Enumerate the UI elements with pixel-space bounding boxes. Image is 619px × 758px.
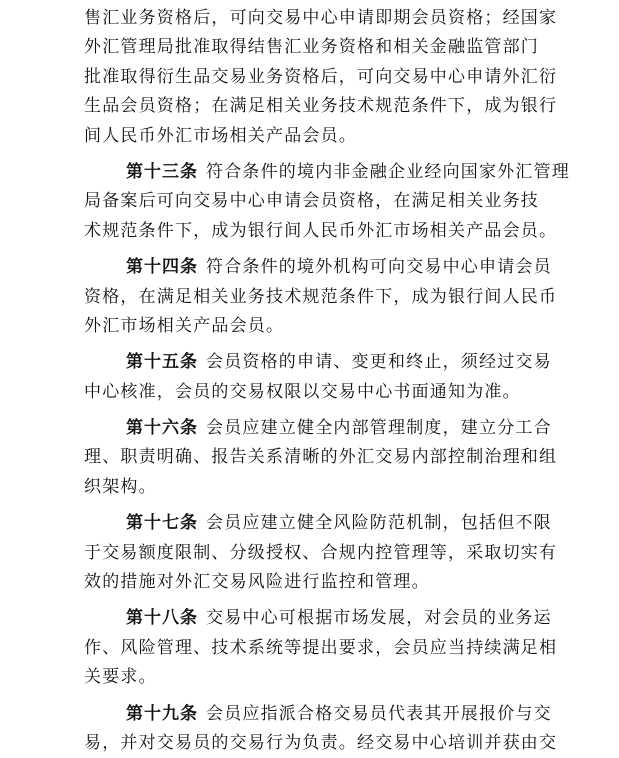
text-line: 理、职责明确、报告关系清晰的外汇交易内部控制治理和组 (84, 447, 558, 468)
article-text: 会员应指派合格交易员代表其开展报价与交 (206, 703, 552, 724)
article-18 (84, 604, 558, 692)
text-line: 关要求。 (84, 667, 157, 688)
article-text: 会员应建立健全风险防范机制，包括但不限 (206, 513, 552, 534)
text-line (84, 348, 552, 377)
text-line: 间人民币外汇市场相关产品会员。 (84, 125, 357, 146)
text-line: 术规范条件下，成为银行间人民币外汇市场相关产品会员。 (84, 220, 558, 241)
article-label: 第十六条 (126, 418, 198, 439)
text-line: 织架构。 (84, 476, 157, 497)
text-line (84, 604, 552, 633)
text-line (84, 158, 570, 187)
document-page (84, 4, 570, 758)
text-line: 外汇管理局批准取得结售汇业务资格和相关金融监管部门 (84, 37, 539, 58)
article-text: 符合条件的境内非金融企业经向国家外汇管理 (206, 161, 570, 182)
text-line: 售汇业务资格后，可向交易中心申请即期会员资格；经国家 (84, 8, 558, 28)
text-line (84, 700, 552, 729)
article-14 (84, 253, 558, 341)
text-line: 作、风险管理、技术系统等提出要求，会员应当持续满足相 (84, 637, 558, 658)
text-line (84, 509, 552, 538)
article-label: 第十三条 (126, 161, 198, 182)
text-line: 外汇市场相关产品会员。 (84, 315, 285, 336)
text-line: 局备案后可向交易中心申请会员资格，在满足相关业务技 (84, 191, 539, 212)
text-line: 中心核准，会员的交易权限以交易中心书面通知为准。 (84, 381, 521, 402)
article-13 (84, 158, 570, 246)
article-text: 会员资格的申请、变更和终止，须经过交易 (206, 352, 552, 373)
article-label: 第十五条 (126, 352, 198, 373)
article-19 (84, 700, 558, 758)
text-line (84, 253, 552, 282)
article-16 (84, 414, 558, 502)
text-line (84, 414, 552, 443)
article-text: 会员应建立健全内部管理制度，建立分工合 (206, 418, 552, 439)
text-line: 生品会员资格；在满足相关业务技术规范条件下，成为银行 (84, 96, 558, 117)
text-line: 于交易额度限制、分级授权、合规内控管理等，采取切实有 (84, 542, 558, 563)
article-label: 第十九条 (126, 703, 198, 724)
text-line: 批准取得衍生品交易业务资格后，可向交易中心申请外汇衍 (84, 66, 558, 87)
paragraph-continuation (84, 4, 558, 151)
article-label: 第十八条 (126, 608, 198, 629)
article-text: 符合条件的境外机构可向交易中心申请会员 (206, 257, 552, 278)
article-15 (84, 348, 552, 407)
article-text: 交易中心可根据市场发展，对会员的业务运 (206, 608, 552, 629)
text-line: 资格，在满足相关业务技术规范条件下，成为银行间人民币 (84, 286, 558, 307)
article-17 (84, 509, 558, 597)
text-line: 效的措施对外汇交易风险进行监控和管理。 (84, 572, 430, 593)
article-label: 第十七条 (126, 513, 198, 534)
article-label: 第十四条 (126, 257, 198, 278)
text-line: 易，并对交易员的交易行为负责。经交易中心培训并获由交 (84, 732, 558, 753)
